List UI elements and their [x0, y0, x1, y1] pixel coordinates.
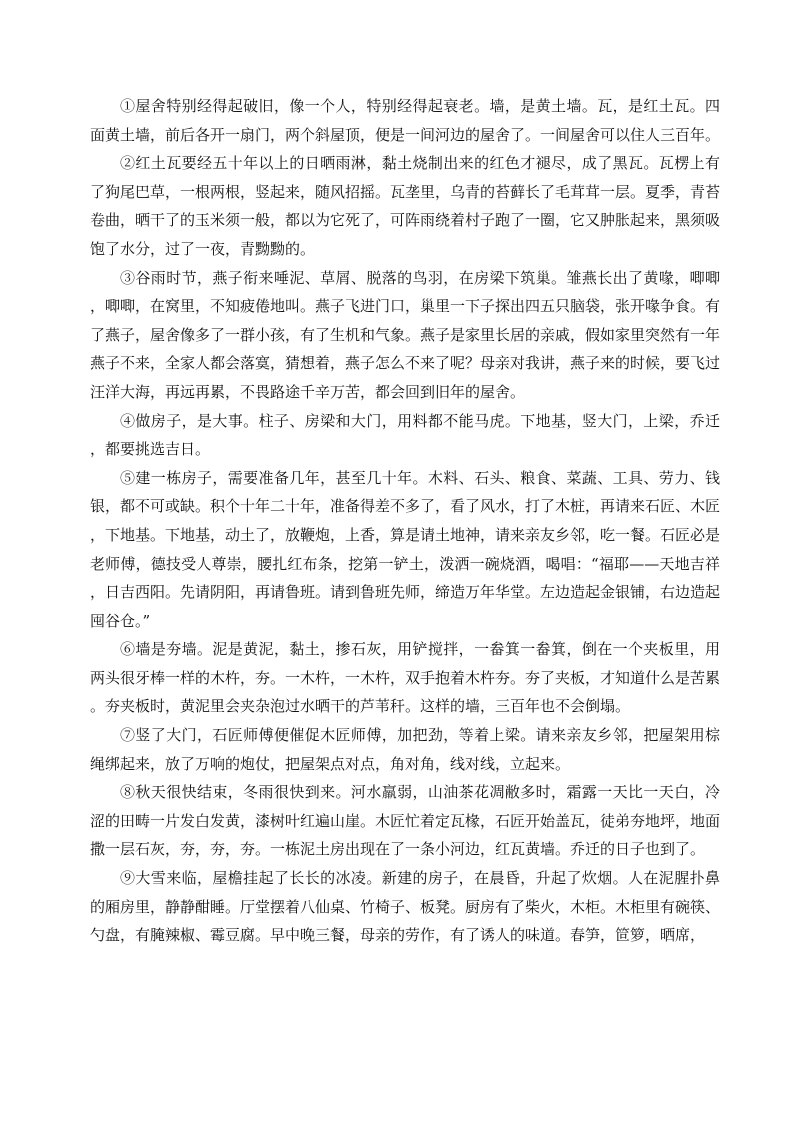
paragraph-9 — [90, 864, 720, 950]
paragraph-5 — [90, 464, 720, 636]
paragraph-number: ② — [120, 154, 136, 173]
paragraph-text: 竖了大门，石匠师傅便催促木匠师傅，加把劲，等着上梁。请来亲友乡邻，把屋架用棕绳绑起来，放了万响的炮仗，把屋架点对点，角对角，线对线，立起来。 — [90, 726, 720, 773]
paragraph-text: 建一栋房子，需要准备几年，甚至几十年。木料、石头、粮食、菜蔬、工具、劳力、钱银，都不可或缺。积个十年二十年，准备得差不多了，看了风水，打了木桩，再请来石匠、木匠，下地基。下地基，动土了，放鞭炮，上香，算是请土地神，请来亲友乡邻，吃一餐。石匠必是老师傅，德技受人尊崇，腰扎红布条，挖第一铲土，泼洒一碗烧酒，喝唱：“福耶——天地吉祥，日吉西阳。先请阴阳，再请鲁班。请到鲁班先师，缔造万年华堂。左边造起金银铺，右边造起囤谷仓。” — [90, 468, 721, 630]
paragraph-7 — [90, 721, 720, 778]
paragraph-1 — [90, 92, 720, 149]
paragraph-number: ⑦ — [120, 726, 136, 745]
paragraph-number: ⑥ — [120, 640, 136, 659]
paragraph-number: ③ — [120, 268, 136, 287]
document-page — [90, 92, 720, 950]
paragraph-text: 做房子，是大事。柱子、房梁和大门，用料都不能马虎。下地基，竖大门，上梁，乔迁，都要挑选吉日。 — [90, 411, 720, 459]
paragraph-text: 大雪来临，屋檐挂起了长长的冰凌。新建的房子，在晨昏，升起了炊烟。人在泥腥扑鼻的厢房里，静静酣睡。厅堂摆着八仙桌、竹椅子、板凳。厨房有了柴火，木柜。木柜里有碗筷、勺盘，有腌辣椒、霉豆腐。早中晚三餐，母亲的劳作，有了诱人的味道。春笋，笸箩，晒席， — [90, 869, 721, 945]
paragraph-text: 屋舍特别经得起破旧，像一个人，特别经得起衰老。墙，是黄土墙。瓦，是红土瓦。四面黄土墙，前后各开一扇门，两个斜屋顶，便是一间河边的屋舍了。一间屋舍可以住人三百年。 — [90, 97, 721, 144]
paragraph-number: ⑨ — [120, 869, 136, 888]
paragraph-text: 红土瓦要经五十年以上的日晒雨淋，黏土烧制出来的红色才褪尽，成了黑瓦。瓦楞上有了狗尾巴草，一根两根，竖起来，随风招摇。瓦垄里，乌青的苔藓长了毛茸茸一层。夏季，青苔卷曲，晒干了的玉米须一般，都以为它死了，可阵雨绕着村子跑了一圈，它又肿胀起来，黑须吸饱了水分，过了一夜，青黝黝的。 — [90, 154, 721, 258]
paragraph-text: 谷雨时节，燕子衔来唾泥、草屑、脱落的鸟羽，在房梁下筑巢。雏燕长出了黄喙，唧唧，唧唧，在窝里，不知疲倦地叫。燕子飞进门口，巢里一下子探出四五只脑袋，张开喙争食。有了燕子，屋舍像多了一群小孩，有了生机和气象。燕子是家里长居的亲戚，假如家里突然有一年燕子不来，全家人都会落寞，猜想着，燕子怎么不来了呢？母亲对我讲，燕子来的时候，要飞过汪洋大海，再远再累，不畏路途千辛万苦，都会回到旧年的屋舍。 — [90, 268, 721, 401]
paragraph-4 — [90, 407, 720, 464]
paragraph-2 — [90, 149, 720, 263]
paragraph-text: 秋天很快结束，冬雨很快到来。河水羸弱，山油茶花凋敝多时，霜露一天比一天白，冷涩的田畴一片发白发黄，漆树叶红遍山崖。木匠忙着定瓦椽，石匠开始盖瓦，徒弟夯地坪，地面撒一层石灰，夯，夯，夯。一栋泥土房出现在了一条小河边，红瓦黄墙。乔迁的日子也到了。 — [90, 783, 721, 859]
paragraph-number: ① — [120, 97, 136, 115]
paragraph-3 — [90, 264, 720, 407]
paragraph-number: ④ — [120, 411, 136, 430]
paragraph-text: 墙是夯墙。泥是黄泥，黏土，掺石灰，用铲搅拌，一畚箕一畚箕，倒在一个夹板里，用两头很牙棒一样的木杵，夯。一木杵，一木杵，双手抱着木杵夯。夯了夹板，才知道什么是苦累。夯夹板时，黄泥里会夹杂泡过水晒干的芦苇秆。这样的墙，三百年也不会倒塌。 — [90, 640, 721, 716]
paragraph-6 — [90, 635, 720, 721]
paragraph-8 — [90, 778, 720, 864]
paragraph-number: ⑧ — [120, 783, 136, 802]
paragraph-number: ⑤ — [120, 468, 136, 487]
